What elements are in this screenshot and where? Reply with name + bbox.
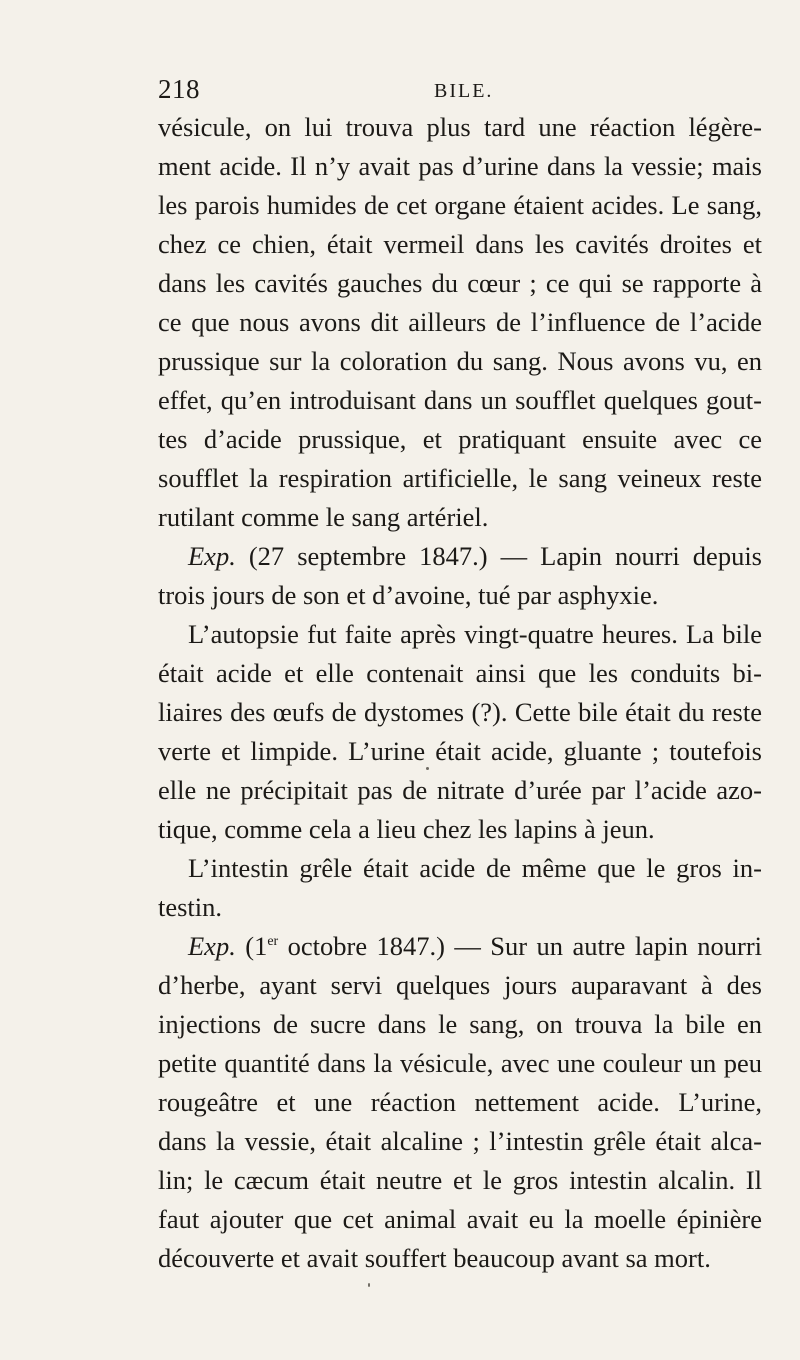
experiment-heading-line: [158, 927, 762, 966]
text-line: L’autopsie fut faite après vingt-quatre heures. La bile: [188, 619, 762, 649]
text-line: les parois humides de cet organe étaient acides. Le sang,: [158, 190, 762, 220]
running-head: [158, 74, 718, 110]
text-line: soufflet la respiration artificielle, le sang veineux reste: [158, 463, 762, 493]
text-line: tique, comme cela a lieu chez les lapins à jeun.: [158, 814, 655, 844]
text-line: chez ce chien, était vermeil dans les cavités droites et: [158, 229, 762, 259]
paper-speck: [426, 767, 429, 770]
ordinal-superscript: er: [267, 934, 279, 949]
experiment-label: Exp.: [188, 931, 236, 961]
experiment-label: Exp.: [188, 541, 236, 571]
text-line: injections de sucre dans le sang, on trouva la bile en: [158, 1009, 762, 1039]
experiment-text: octobre 1847.) — Sur un autre lapin nourri: [278, 931, 762, 961]
text-line: ce que nous avons dit ailleurs de l’influence de l’acide: [158, 307, 762, 337]
text-line: ment acide. Il n’y avait pas d’urine dans la vessie; mais: [158, 151, 762, 181]
paper-speck: [368, 1283, 370, 1287]
running-title: BILE.: [434, 80, 494, 102]
text-line: testin.: [158, 892, 223, 922]
experiment-text: (1: [235, 931, 268, 961]
experiment-text: (27 septembre 1847.) — Lapin nourri depuis: [235, 541, 762, 571]
page-number: 218: [158, 74, 200, 104]
body-text: [158, 108, 762, 1278]
text-line: verte et limpide. L’urine était acide, gluante ; toutefois: [158, 736, 762, 766]
text-line: rougeâtre et une réaction nettement acide. L’urine,: [158, 1087, 762, 1117]
experiment-heading-line: [158, 537, 762, 576]
text-line: faut ajouter que cet animal avait eu la moelle épinière: [158, 1204, 762, 1234]
text-line: vésicule, on lui trouva plus tard une réaction légère-: [158, 112, 762, 142]
text-line: rutilant comme le sang artériel.: [158, 502, 489, 532]
text-line: tes d’acide prussique, et pratiquant ensuite avec ce: [158, 424, 762, 454]
text-line: liaires des œufs de dystomes (?). Cette bile était du reste: [158, 697, 762, 727]
text-line: découverte et avait souffert beaucoup avant sa mort.: [158, 1243, 711, 1273]
text-line: d’herbe, ayant servi quelques jours auparavant à des: [158, 970, 762, 1000]
text-line: trois jours de son et d’avoine, tué par asphyxie.: [158, 580, 659, 610]
text-line: L’intestin grêle était acide de même que le gros in-: [188, 853, 762, 883]
text-line: prussique sur la coloration du sang. Nous avons vu, en: [158, 346, 762, 376]
text-line: lin; le cæcum était neutre et le gros intestin alcalin. Il: [158, 1165, 762, 1195]
text-line: dans la vessie, était alcaline ; l’intestin grêle était alca-: [158, 1126, 762, 1156]
text-line: était acide et elle contenait ainsi que les conduits bi-: [158, 658, 762, 688]
text-line: petite quantité dans la vésicule, avec une couleur un peu: [158, 1048, 762, 1078]
text-line: dans les cavités gauches du cœur ; ce qui se rapporte à: [158, 268, 762, 298]
text-line: effet, qu’en introduisant dans un soufflet quelques gout-: [158, 385, 762, 415]
text-line: elle ne précipitait pas de nitrate d’urée par l’acide azo-: [158, 775, 762, 805]
